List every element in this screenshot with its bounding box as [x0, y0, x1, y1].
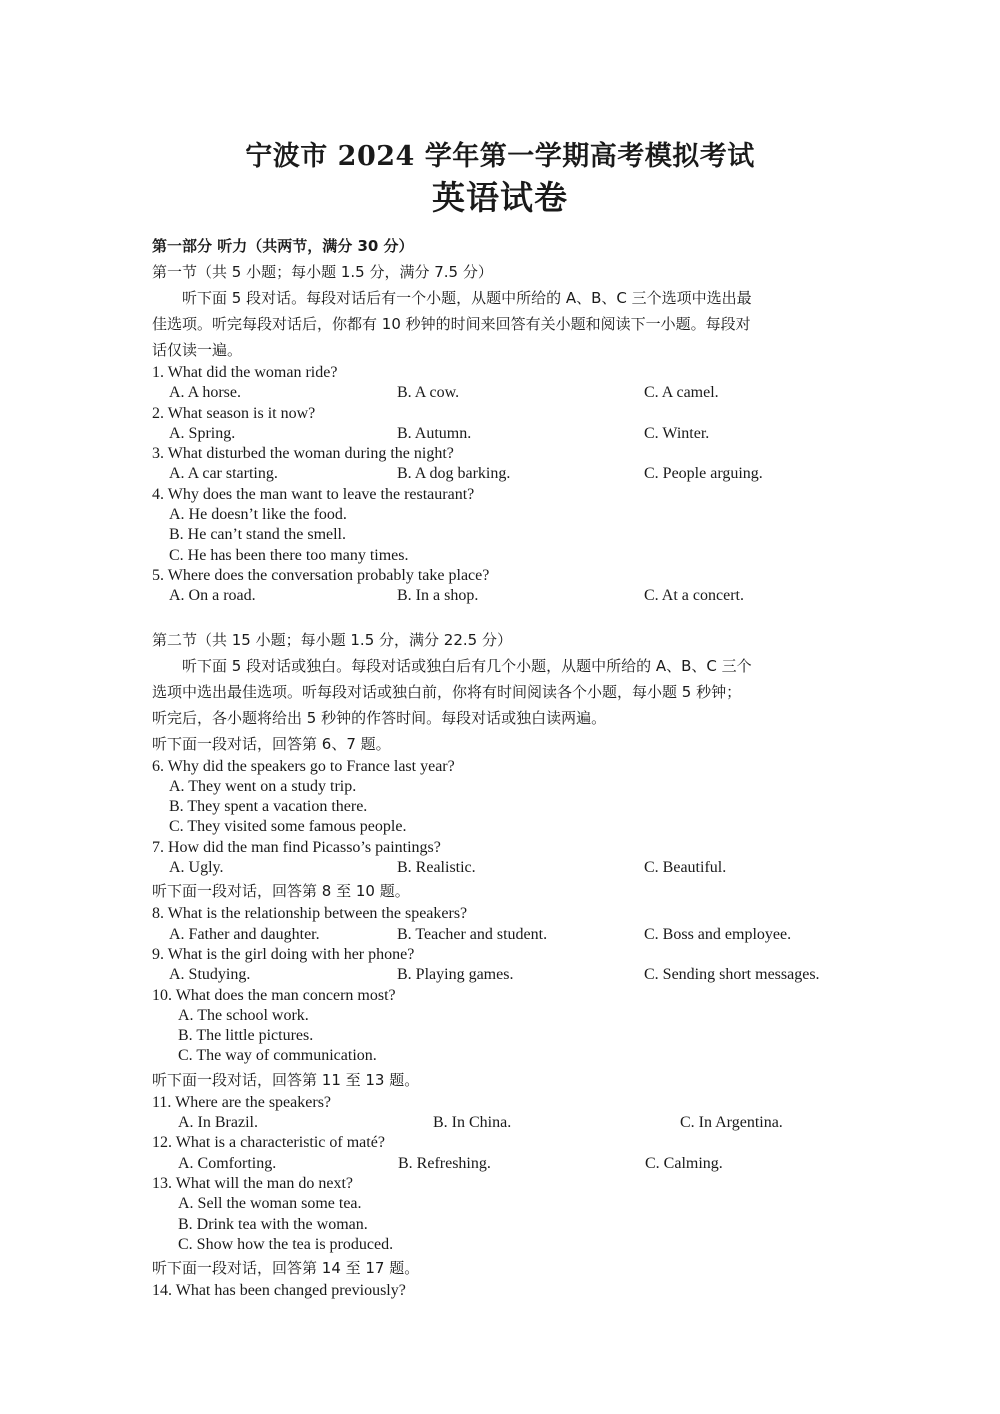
question-10-option-a: A. The school work. [178, 1006, 309, 1024]
question-3-option-b: B. A dog barking. [397, 465, 511, 483]
dialogue-3-direction: 听下面一段对话，回答第 11 至 13 题。 [152, 1070, 420, 1089]
question-2-option-c: C. Winter. [644, 424, 710, 442]
question-8-option-c: C. Boss and employee. [644, 925, 792, 943]
question-4-option-a: A. He doesn’t like the food. [169, 506, 347, 524]
question-11-option-c: C. In Argentina. [680, 1114, 783, 1132]
question-5-stem: 5. Where does the conversation probably take place? [152, 566, 490, 584]
dialogue-1-direction: 听下面一段对话，回答第 6、7 题。 [152, 734, 391, 753]
question-5-option-b: B. In a shop. [397, 587, 479, 605]
question-8-stem: 8. What is the relationship between the speakers? [152, 905, 468, 923]
part1-heading: 第一部分 听力（共两节，满分 30 分） [152, 237, 414, 255]
question-12-option-a: A. Comforting. [178, 1154, 277, 1172]
question-3-stem: 3. What disturbed the woman during the night? [152, 445, 454, 463]
question-12-option-c: C. Calming. [645, 1154, 723, 1172]
question-3-option-a: A. A car starting. [169, 465, 278, 483]
question-2-options [152, 424, 852, 444]
section1-instruction-1: 听下面 5 段对话。每段对话后有一个小题，从题中所给的 A、B、C 三个选项中选出最 [182, 289, 752, 307]
question-7-stem: 7. How did the man find Picasso’s paintings? [152, 838, 441, 856]
question-5-option-c: C. At a concert. [644, 587, 744, 605]
exam-title: 宁波市 2024 学年第一学期高考模拟考试 [245, 141, 755, 172]
question-7-option-b: B. Realistic. [397, 859, 476, 877]
question-12-options [152, 1154, 852, 1174]
question-1-option-a: A. A horse. [169, 384, 241, 402]
exam-content [152, 233, 852, 1301]
question-14-stem: 14. What has been changed previously? [152, 1282, 406, 1300]
section2-instruction-1: 听下面 5 段对话或独白。每段对话或独白后有几个小题，从题中所给的 A、B、C 三个 [182, 656, 752, 675]
section2-instruction-3: 听完后，各小题将给出 5 秒钟的作答时间。每段对话或独白读两遍。 [152, 708, 607, 727]
question-6-option-a: A. They went on a study trip. [169, 777, 357, 795]
question-9-stem: 9. What is the girl doing with her phone? [152, 945, 415, 963]
question-5-option-a: A. On a road. [169, 587, 256, 605]
section2-instruction-2: 选项中选出最佳选项。听每段对话或独白前，你将有时间阅读各个小题，每小题 5 秒钟； [152, 682, 742, 701]
question-11-option-b: B. In China. [433, 1114, 512, 1132]
question-10-option-c: C. The way of communication. [178, 1047, 377, 1065]
dialogue-2-direction: 听下面一段对话，回答第 8 至 10 题。 [152, 882, 410, 901]
question-13-option-c: C. Show how the tea is produced. [178, 1235, 394, 1253]
question-7-options [152, 858, 852, 878]
question-11-stem: 11. Where are the speakers? [152, 1093, 332, 1111]
question-11-options [152, 1113, 852, 1133]
question-1-option-b: B. A cow. [397, 384, 460, 402]
section1-instruction-2: 佳选项。听完每段对话后，你都有 10 秒钟的时间来回答有关小题和阅读下一小题。每段对 [152, 315, 751, 333]
question-9-option-a: A. Studying. [169, 966, 251, 984]
question-3-options [152, 464, 852, 484]
question-1-options [152, 383, 852, 403]
question-8-option-a: A. Father and daughter. [169, 925, 320, 943]
question-11-option-a: A. In Brazil. [178, 1114, 258, 1132]
question-12-stem: 12. What is a characteristic of maté? [152, 1134, 385, 1152]
question-13-stem: 13. What will the man do next? [152, 1174, 353, 1192]
question-2-option-a: A. Spring. [169, 424, 236, 442]
question-1-stem: 1. What did the woman ride? [152, 364, 338, 381]
question-4-option-b: B. He can’t stand the smell. [169, 526, 346, 544]
question-5-options [152, 586, 852, 606]
question-2-stem: 2. What season is it now? [152, 404, 316, 422]
question-13-option-a: A. Sell the woman some tea. [178, 1195, 362, 1213]
question-7-option-a: A. Ugly. [169, 859, 224, 877]
section1-heading: 第一节（共 5 小题；每小题 1.5 分，满分 7.5 分） [152, 263, 493, 281]
question-8-option-b: B. Teacher and student. [397, 925, 548, 943]
question-6-option-b: B. They spent a vacation there. [169, 798, 368, 816]
question-10-option-b: B. The little pictures. [178, 1027, 314, 1045]
question-2-option-b: B. Autumn. [397, 424, 472, 442]
question-13-option-b: B. Drink tea with the woman. [178, 1215, 368, 1233]
question-3-option-c: C. People arguing. [644, 465, 763, 483]
section2-heading: 第二节（共 15 小题；每小题 1.5 分，满分 22.5 分） [152, 630, 512, 649]
question-6-option-c: C. They visited some famous people. [169, 818, 407, 836]
question-4-stem: 4. Why does the man want to leave the restaurant? [152, 485, 475, 503]
question-9-option-c: C. Sending short messages. [644, 966, 820, 984]
dialogue-4-direction: 听下面一段对话，回答第 14 至 17 题。 [152, 1259, 420, 1278]
question-8-options [152, 925, 852, 945]
question-12-option-b: B. Refreshing. [398, 1154, 491, 1172]
question-4-option-c: C. He has been there too many times. [169, 546, 409, 564]
question-9-option-b: B. Playing games. [397, 966, 514, 984]
question-7-option-c: C. Beautiful. [644, 859, 727, 877]
question-9-options [152, 965, 852, 985]
question-10-stem: 10. What does the man concern most? [152, 986, 396, 1004]
section1-instruction-3: 话仅读一遍。 [152, 341, 243, 359]
question-1-option-c: C. A camel. [644, 384, 719, 402]
question-6-stem: 6. Why did the speakers go to France last year? [152, 757, 455, 775]
exam-subtitle: 英语试卷 [432, 178, 568, 217]
section2 [152, 627, 852, 757]
